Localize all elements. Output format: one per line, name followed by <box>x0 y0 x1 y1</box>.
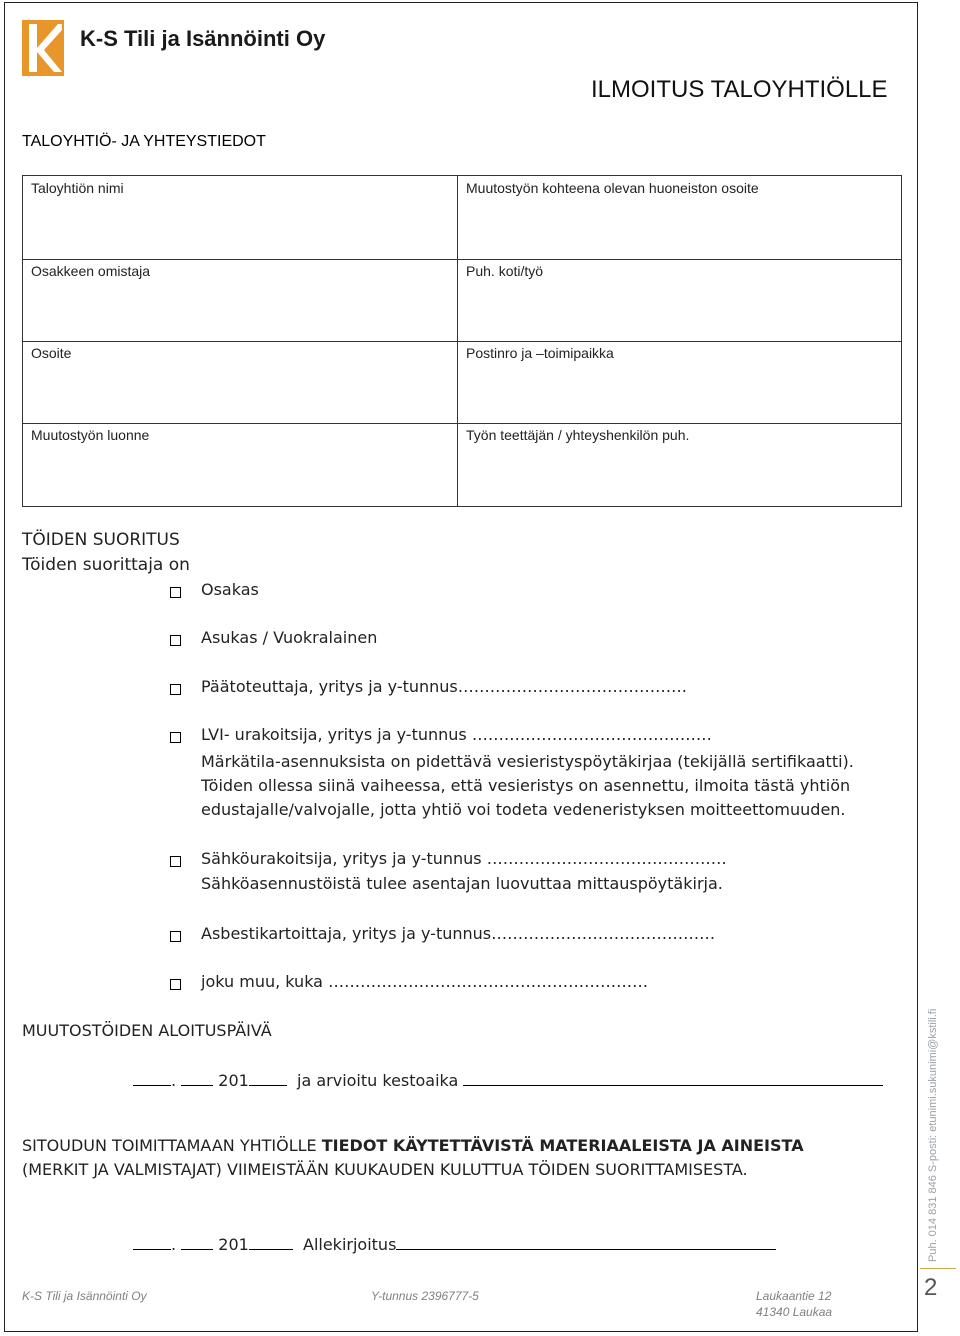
start-month-blank[interactable] <box>181 1070 213 1086</box>
footer-postal: 41340 Laukaa <box>756 1305 833 1319</box>
works-subheading: Töiden suorittaja on <box>22 555 190 575</box>
option-label: LVI- urakoitsija, yritys ja y-tunnus ……………………………………… <box>201 725 712 744</box>
contact-info-table <box>22 175 902 507</box>
option-note: Sähköasennustöistä tulee asentajan luovuttaa mittauspöytäkirja. <box>201 874 723 893</box>
page-number-rule <box>920 1268 956 1269</box>
commitment-line-1 <box>22 1136 804 1155</box>
year-prefix: 201 <box>218 1071 249 1090</box>
duration-blank[interactable] <box>463 1070 883 1086</box>
option-label: Päätoteuttaja, yritys ja y-tunnus……………………………………. <box>201 677 687 696</box>
apartment-address-field[interactable]: Muutostyön kohteena olevan huoneiston osoite <box>458 176 902 260</box>
option-note: edustajalle/valvojalle, jotta yhtiö voi todeta vedeneristyksen moitteettomuuden. <box>201 800 846 819</box>
sign-day-blank[interactable] <box>133 1234 171 1250</box>
checkbox-asukas[interactable] <box>170 635 181 646</box>
signature-blank[interactable] <box>396 1234 776 1250</box>
date-separator: . <box>171 1071 177 1090</box>
checkbox-osakas[interactable] <box>170 587 181 598</box>
footer-company: K-S Tili ja Isännöinti Oy <box>22 1289 147 1303</box>
option-label: Osakas <box>201 580 259 599</box>
postal-code-field[interactable]: Postinro ja –toimipaikka <box>458 342 902 424</box>
checkbox-paatoteuttaja[interactable] <box>170 684 181 695</box>
start-year-blank[interactable] <box>249 1070 287 1086</box>
sign-year-blank[interactable] <box>249 1234 293 1250</box>
contact-section-heading: TALOYHTIÖ- JA YHTEYSTIEDOT <box>22 133 266 150</box>
commitment-bold-text: TIEDOT KÄYTETTÄVISTÄ MATERIAALEISTA JA AINEISTA <box>321 1136 804 1155</box>
table-row <box>23 259 902 341</box>
signature-label: Allekirjoitus <box>303 1235 397 1254</box>
phone-field[interactable]: Puh. koti/työ <box>458 259 902 341</box>
start-date-line <box>133 1070 883 1090</box>
table-row <box>23 342 902 424</box>
table-row <box>23 176 902 260</box>
checkbox-asbestikartoittaja[interactable] <box>170 931 181 942</box>
option-note: Märkätila-asennuksista on pidettävä vesieristyspöytäkirjaa (tekijällä sertifikaatti). <box>201 752 854 771</box>
ks-logo-icon <box>22 20 64 76</box>
footer-street: Laukaantie 12 <box>756 1289 832 1303</box>
footer-business-id: Y-tunnus 2396777-5 <box>371 1289 479 1303</box>
checkbox-sahkourakoitsija[interactable] <box>170 856 181 867</box>
option-label: Sähköurakoitsija, yritys ja y-tunnus ……………………………………… <box>201 849 727 868</box>
checkbox-lvi-urakoitsija[interactable] <box>170 732 181 743</box>
signature-line <box>133 1234 776 1254</box>
option-label: joku muu, kuka …………………………………………………… <box>201 972 649 991</box>
sign-month-blank[interactable] <box>181 1234 213 1250</box>
option-label: Asbestikartoittaja, yritys ja y-tunnus…………………………………… <box>201 924 716 943</box>
owner-field[interactable]: Osakkeen omistaja <box>23 259 458 341</box>
contact-person-phone-field[interactable]: Työn teettäjän / yhteyshenkilön puh. <box>458 424 902 507</box>
address-field[interactable]: Osoite <box>23 342 458 424</box>
work-nature-field[interactable]: Muutostyön luonne <box>23 424 458 507</box>
table-row <box>23 424 902 507</box>
date-separator: . <box>171 1235 177 1254</box>
start-date-heading: MUUTOSTÖIDEN ALOITUSPÄIVÄ <box>22 1021 272 1040</box>
housing-company-name-field[interactable]: Taloyhtiön nimi <box>23 176 458 260</box>
start-day-blank[interactable] <box>133 1070 171 1086</box>
works-section-heading: TÖIDEN SUORITUS <box>22 530 180 550</box>
document-title: ILMOITUS TALOYHTIÖLLE <box>591 76 888 103</box>
option-note: Töiden ollessa siinä vaiheessa, että vesieristys on asennettu, ilmoita tästä yhtiön <box>201 776 851 795</box>
duration-label: ja arvioitu kestoaika <box>297 1071 459 1090</box>
checkbox-joku-muu[interactable] <box>170 979 181 990</box>
year-prefix: 201 <box>218 1235 249 1254</box>
commitment-line-2: (MERKIT JA VALMISTAJAT) VIIMEISTÄÄN KUUKAUDEN KULUTTUA TÖIDEN SUORITTAMISESTA. <box>22 1160 748 1179</box>
side-contact-text: Puh. 014 831 846 S-posti: etunimi.sukunimi@kstili.fi <box>927 1008 939 1262</box>
page-number: 2 <box>924 1274 938 1301</box>
option-label: Asukas / Vuokralainen <box>201 628 378 647</box>
commitment-text: SITOUDUN TOIMITTAMAAN YHTIÖLLE <box>22 1136 322 1155</box>
company-name: K-S Tili ja Isännöinti Oy <box>80 26 326 51</box>
